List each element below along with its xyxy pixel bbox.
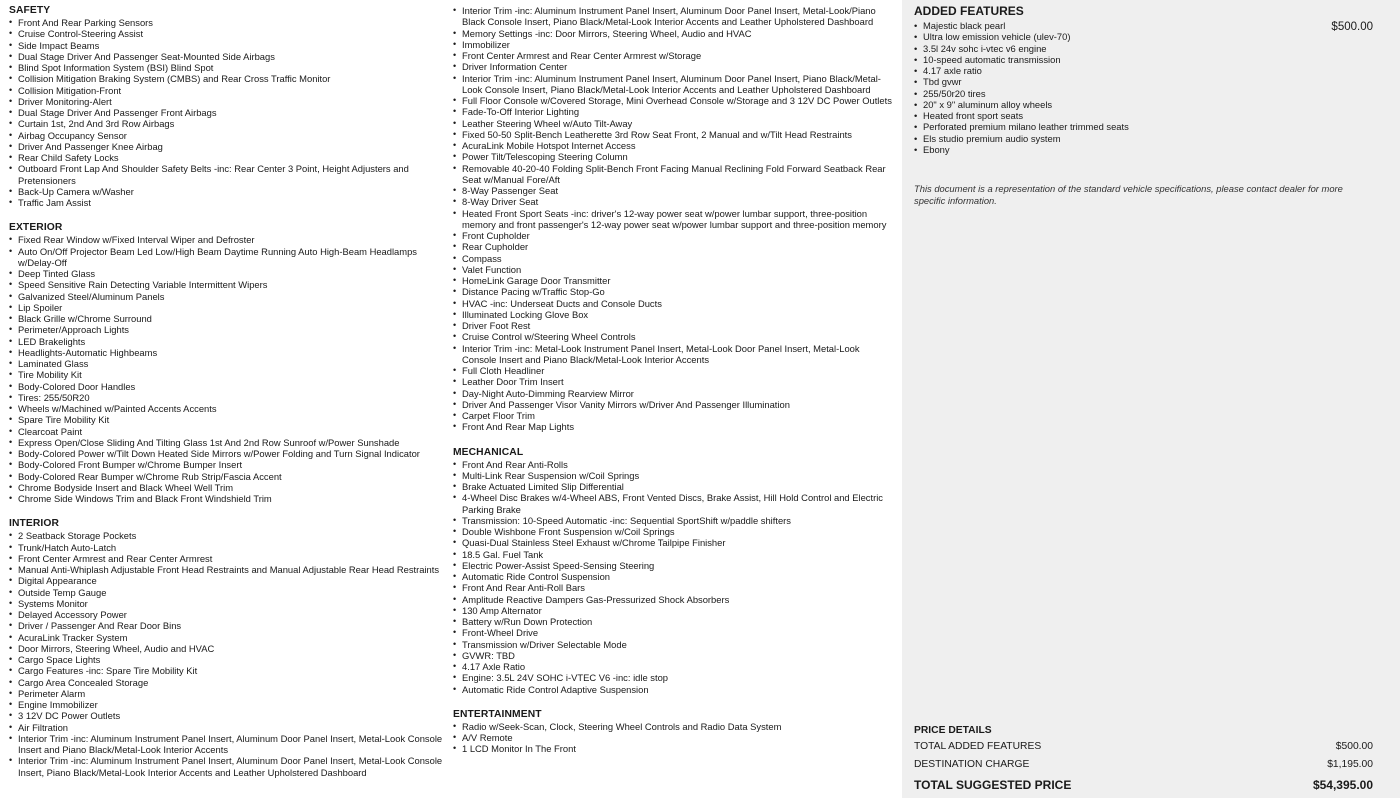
list-item: • Engine Immobilizer	[9, 699, 445, 710]
list-item: • Removable 40-20-40 Folding Split-Bench Front Facing Manual Reclining Fold Forward Seatback Rear Seat w/Manual Fore/Aft	[453, 163, 893, 186]
added-features-panel	[902, 0, 1400, 798]
list-item: • Carpet Floor Trim	[453, 410, 893, 421]
price-value: $500.00	[1335, 741, 1373, 752]
list-item: • Digital Appearance	[9, 575, 445, 586]
list-item: • 4.17 Axle Ratio	[453, 661, 893, 672]
list-item: • Interior Trim -inc: Aluminum Instrument Panel Insert, Aluminum Door Panel Insert, Metal-Look/Piano Black Console Insert, Piano Black/Metal-Look Interior Accents and Leather Upholstered Dashboard	[453, 5, 893, 28]
list-item: • Tire Mobility Kit	[9, 369, 445, 380]
list-item: • Driver And Passenger Knee Airbag	[9, 141, 445, 152]
list-item: • Rear Child Safety Locks	[9, 152, 445, 163]
list-item: • GVWR: TBD	[453, 650, 893, 661]
list-item: • Radio w/Seek-Scan, Clock, Steering Wheel Controls and Radio Data System	[453, 721, 893, 732]
list-item: • Body-Colored Power w/Tilt Down Heated Side Mirrors w/Power Folding and Turn Signal Indicator	[9, 448, 445, 459]
added-feature-item: • 10-speed automatic transmission	[914, 54, 1384, 65]
list-item: • Cruise Control w/Steering Wheel Controls	[453, 331, 893, 342]
list-item: • Cargo Area Concealed Storage	[9, 677, 445, 688]
list-item: • Dual Stage Driver And Passenger Front Airbags	[9, 107, 445, 118]
price-label: TOTAL ADDED FEATURES	[914, 741, 1042, 752]
section-title-safety: SAFETY	[9, 5, 51, 16]
list-item: • Cruise Control-Steering Assist	[9, 28, 445, 39]
list-item: • Leather Door Trim Insert	[453, 376, 893, 387]
list-item: • Interior Trim -inc: Aluminum Instrument Panel Insert, Aluminum Door Panel Insert, Metal-Look Console Insert, Piano Black/Metal-Look Interior Accents and Leather Upholstered Dashboard	[9, 755, 445, 778]
added-feature-item: • Perforated premium milano leather trimmed seats	[914, 121, 1384, 132]
price-details-title: PRICE DETAILS	[914, 725, 992, 736]
list-item: • Illuminated Locking Glove Box	[453, 309, 893, 320]
list-item: • Airbag Occupancy Sensor	[9, 130, 445, 141]
added-feature-item: • Tbd gvwr	[914, 76, 1384, 87]
list-item: • AcuraLink Mobile Hotspot Internet Access	[453, 140, 893, 151]
added-feature-item: • 20" x 9" aluminum alloy wheels	[914, 99, 1384, 110]
list-item: • Front And Rear Anti-Roll Bars	[453, 582, 893, 593]
list-item: • Battery w/Run Down Protection	[453, 616, 893, 627]
list-item: • Front And Rear Parking Sensors	[9, 17, 445, 28]
list-item: • Tires: 255/50R20	[9, 392, 445, 403]
list-item: • Front-Wheel Drive	[453, 627, 893, 638]
list-item: • Curtain 1st, 2nd And 3rd Row Airbags	[9, 118, 445, 129]
list-item: • Outboard Front Lap And Shoulder Safety Belts -inc: Rear Center 3 Point, Height Adjusters and Pretensioners	[9, 163, 445, 186]
list-item: • AcuraLink Tracker System	[9, 632, 445, 643]
list-item: • Front Center Armrest and Rear Center Armrest w/Storage	[453, 50, 893, 61]
list-item: • Air Filtration	[9, 722, 445, 733]
added-features-list	[914, 20, 1384, 155]
section-list-exterior	[9, 234, 445, 504]
added-feature-item: • Heated front sport seats	[914, 110, 1384, 121]
list-item: • Driver Information Center	[453, 61, 893, 72]
list-item: • Chrome Bodyside Insert and Black Wheel Well Trim	[9, 482, 445, 493]
added-feature-item: • 3.5l 24v sohc i-vtec v6 engine	[914, 43, 1384, 54]
list-item: • Interior Trim -inc: Aluminum Instrument Panel Insert, Aluminum Door Panel Insert, Metal-Look Console Insert and Piano Black/Metal-Look Interior Accents	[9, 733, 445, 756]
list-item: • Driver Monitoring-Alert	[9, 96, 445, 107]
list-item: • Perimeter/Approach Lights	[9, 324, 445, 335]
list-item: • Collision Mitigation Braking System (CMBS) and Rear Cross Traffic Monitor	[9, 73, 445, 84]
list-item: • HomeLink Garage Door Transmitter	[453, 275, 893, 286]
section-title-interior: INTERIOR	[9, 518, 59, 530]
list-item: • Lip Spoiler	[9, 302, 445, 313]
list-item: • 18.5 Gal. Fuel Tank	[453, 549, 893, 560]
list-item: • Headlights-Automatic Highbeams	[9, 347, 445, 358]
list-item: • Interior Trim -inc: Aluminum Instrument Panel Insert, Aluminum Door Panel Insert, Piano Black/Metal-Look Console Insert, Piano Black/Metal-Look Interior Accents and Leather Upholstered Dashboard	[453, 73, 893, 96]
list-item: • Full Cloth Headliner	[453, 365, 893, 376]
list-item: • Blind Spot Information System (BSI) Blind Spot	[9, 62, 445, 73]
list-item: • 4-Wheel Disc Brakes w/4-Wheel ABS, Front Vented Discs, Brake Assist, Hill Hold Control and Electric Parking Brake	[453, 492, 893, 515]
total-label: TOTAL SUGGESTED PRICE	[914, 778, 1072, 792]
list-item: • Body-Colored Door Handles	[9, 381, 445, 392]
list-item: • Distance Pacing w/Traffic Stop-Go	[453, 286, 893, 297]
list-item: • Trunk/Hatch Auto-Latch	[9, 542, 445, 553]
added-feature-item: • Els studio premium audio system	[914, 133, 1384, 144]
list-item: • Auto On/Off Projector Beam Led Low/High Beam Daytime Running Auto High-Beam Headlamps w/Delay-Off	[9, 246, 445, 269]
price-row-added-features	[914, 741, 1373, 752]
price-row-destination	[914, 759, 1373, 770]
added-features-title: ADDED FEATURES	[914, 4, 1024, 18]
list-item: • Immobilizer	[453, 39, 893, 50]
price-row-total	[914, 778, 1373, 792]
list-item: • Driver Foot Rest	[453, 320, 893, 331]
list-item: • Heated Front Sport Seats -inc: driver's 12-way power seat w/power lumbar support, three-position memory and front passenger's 12-way power seat w/power lumbar support and three-position memory	[453, 208, 893, 231]
added-feature-item: • 4.17 axle ratio	[914, 65, 1384, 76]
list-item: • Side Impact Beams	[9, 40, 445, 51]
list-item: • Front Center Armrest and Rear Center Armrest	[9, 553, 445, 564]
list-item: • Door Mirrors, Steering Wheel, Audio and HVAC	[9, 643, 445, 654]
list-item: • Chrome Side Windows Trim and Black Front Windshield Trim	[9, 493, 445, 504]
spec-column-left	[9, 5, 445, 792]
list-item: • Wheels w/Machined w/Painted Accents Accents	[9, 403, 445, 414]
added-feature-item: • Ebony	[914, 144, 1384, 155]
added-feature-item: • Majestic black pearl	[914, 20, 1384, 31]
list-item: • Speed Sensitive Rain Detecting Variable Intermittent Wipers	[9, 279, 445, 290]
list-item: • Power Tilt/Telescoping Steering Column	[453, 151, 893, 162]
list-item: • Transmission w/Driver Selectable Mode	[453, 639, 893, 650]
list-item: • Automatic Ride Control Adaptive Suspension	[453, 684, 893, 695]
section-title-mechanical: MECHANICAL	[453, 446, 524, 458]
list-item: • Perimeter Alarm	[9, 688, 445, 699]
list-item: • HVAC -inc: Underseat Ducts and Console Ducts	[453, 298, 893, 309]
list-item: • Electric Power-Assist Speed-Sensing Steering	[453, 560, 893, 571]
list-item: • Galvanized Steel/Aluminum Panels	[9, 291, 445, 302]
added-feature-item: • Ultra low emission vehicle (ulev-70)	[914, 31, 1384, 42]
list-item: • 1 LCD Monitor In The Front	[453, 743, 893, 754]
disclaimer-text: This document is a representation of the standard vehicle specifications, please contact dealer for more specific information.	[914, 183, 1343, 206]
list-item: • Day-Night Auto-Dimming Rearview Mirror	[453, 388, 893, 399]
list-item: • Driver And Passenger Visor Vanity Mirrors w/Driver And Passenger Illumination	[453, 399, 893, 410]
list-item: • Valet Function	[453, 264, 893, 275]
added-feature-item: • 255/50r20 tires	[914, 88, 1384, 99]
list-item: • Automatic Ride Control Suspension	[453, 571, 893, 582]
list-item: • Fade-To-Off Interior Lighting	[453, 106, 893, 117]
list-item: • Quasi-Dual Stainless Steel Exhaust w/Chrome Tailpipe Finisher	[453, 537, 893, 548]
section-title-entertainment: ENTERTAINMENT	[453, 708, 542, 720]
list-item: • Brake Actuated Limited Slip Differential	[453, 481, 893, 492]
total-value: $54,395.00	[1312, 778, 1373, 792]
list-item: • 8-Way Passenger Seat	[453, 185, 893, 196]
list-item: • Black Grille w/Chrome Surround	[9, 313, 445, 324]
list-item: • Dual Stage Driver And Passenger Seat-Mounted Side Airbags	[9, 51, 445, 62]
list-item: • Compass	[453, 253, 893, 264]
list-item: • Amplitude Reactive Dampers Gas-Pressurized Shock Absorbers	[453, 594, 893, 605]
list-item: • Fixed 50-50 Split-Bench Leatherette 3rd Row Seat Front, 2 Manual and w/Tilt Head Restraints	[453, 129, 893, 140]
section-list-interior	[9, 530, 445, 778]
list-item: • Systems Monitor	[9, 598, 445, 609]
list-item: • Full Floor Console w/Covered Storage, Mini Overhead Console w/Storage and 3 12V DC Power Outlets	[453, 95, 893, 106]
list-item: • Express Open/Close Sliding And Tilting Glass 1st And 2nd Row Sunroof w/Power Sunshade	[9, 437, 445, 448]
section-list-interior-continued	[453, 5, 893, 433]
list-item: • Interior Trim -inc: Metal-Look Instrument Panel Insert, Metal-Look Door Panel Insert, Metal-Look Console Insert and Piano Black/Metal-Look Interior Accents	[453, 343, 893, 366]
list-item: • Rear Cupholder	[453, 241, 893, 252]
price-value: $1,195.00	[1327, 759, 1373, 770]
added-features-price: $500.00	[1331, 21, 1373, 33]
section-list-entertainment	[453, 721, 893, 755]
section-list-safety	[9, 17, 445, 208]
list-item: • Deep Tinted Glass	[9, 268, 445, 279]
list-item: • Spare Tire Mobility Kit	[9, 414, 445, 425]
list-item: • Memory Settings -inc: Door Mirrors, Steering Wheel, Audio and HVAC	[453, 28, 893, 39]
list-item: • Body-Colored Front Bumper w/Chrome Bumper Insert	[9, 459, 445, 470]
list-item: • Collision Mitigation-Front	[9, 85, 445, 96]
list-item: • Clearcoat Paint	[9, 426, 445, 437]
list-item: • A/V Remote	[453, 732, 893, 743]
list-item: • Driver / Passenger And Rear Door Bins	[9, 620, 445, 631]
list-item: • Engine: 3.5L 24V SOHC i-VTEC V6 -inc: idle stop	[453, 672, 893, 683]
list-item: • Leather Steering Wheel w/Auto Tilt-Away	[453, 118, 893, 129]
list-item: • Manual Anti-Whiplash Adjustable Front Head Restraints and Manual Adjustable Rear Head Restraints	[9, 564, 445, 575]
list-item: • Transmission: 10-Speed Automatic -inc: Sequential SportShift w/paddle shifters	[453, 515, 893, 526]
list-item: • Fixed Rear Window w/Fixed Interval Wiper and Defroster	[9, 234, 445, 245]
section-list-mechanical	[453, 459, 893, 695]
list-item: • 2 Seatback Storage Pockets	[9, 530, 445, 541]
list-item: • Front And Rear Anti-Rolls	[453, 459, 893, 470]
list-item: • Double Wishbone Front Suspension w/Coil Springs	[453, 526, 893, 537]
list-item: • Cargo Features -inc: Spare Tire Mobility Kit	[9, 665, 445, 676]
price-label: DESTINATION CHARGE	[914, 759, 1030, 770]
spec-column-middle	[453, 5, 893, 769]
list-item: • Outside Temp Gauge	[9, 587, 445, 598]
list-item: • Front And Rear Map Lights	[453, 421, 893, 432]
list-item: • LED Brakelights	[9, 336, 445, 347]
list-item: • Body-Colored Rear Bumper w/Chrome Rub Strip/Fascia Accent	[9, 471, 445, 482]
list-item: • Multi-Link Rear Suspension w/Coil Springs	[453, 470, 893, 481]
section-title-exterior: EXTERIOR	[9, 222, 63, 234]
list-item: • Cargo Space Lights	[9, 654, 445, 665]
list-item: • 8-Way Driver Seat	[453, 196, 893, 207]
list-item: • Front Cupholder	[453, 230, 893, 241]
list-item: • 3 12V DC Power Outlets	[9, 710, 445, 721]
list-item: • 130 Amp Alternator	[453, 605, 893, 616]
list-item: • Traffic Jam Assist	[9, 197, 445, 208]
list-item: • Laminated Glass	[9, 358, 445, 369]
list-item: • Back-Up Camera w/Washer	[9, 186, 445, 197]
list-item: • Delayed Accessory Power	[9, 609, 445, 620]
